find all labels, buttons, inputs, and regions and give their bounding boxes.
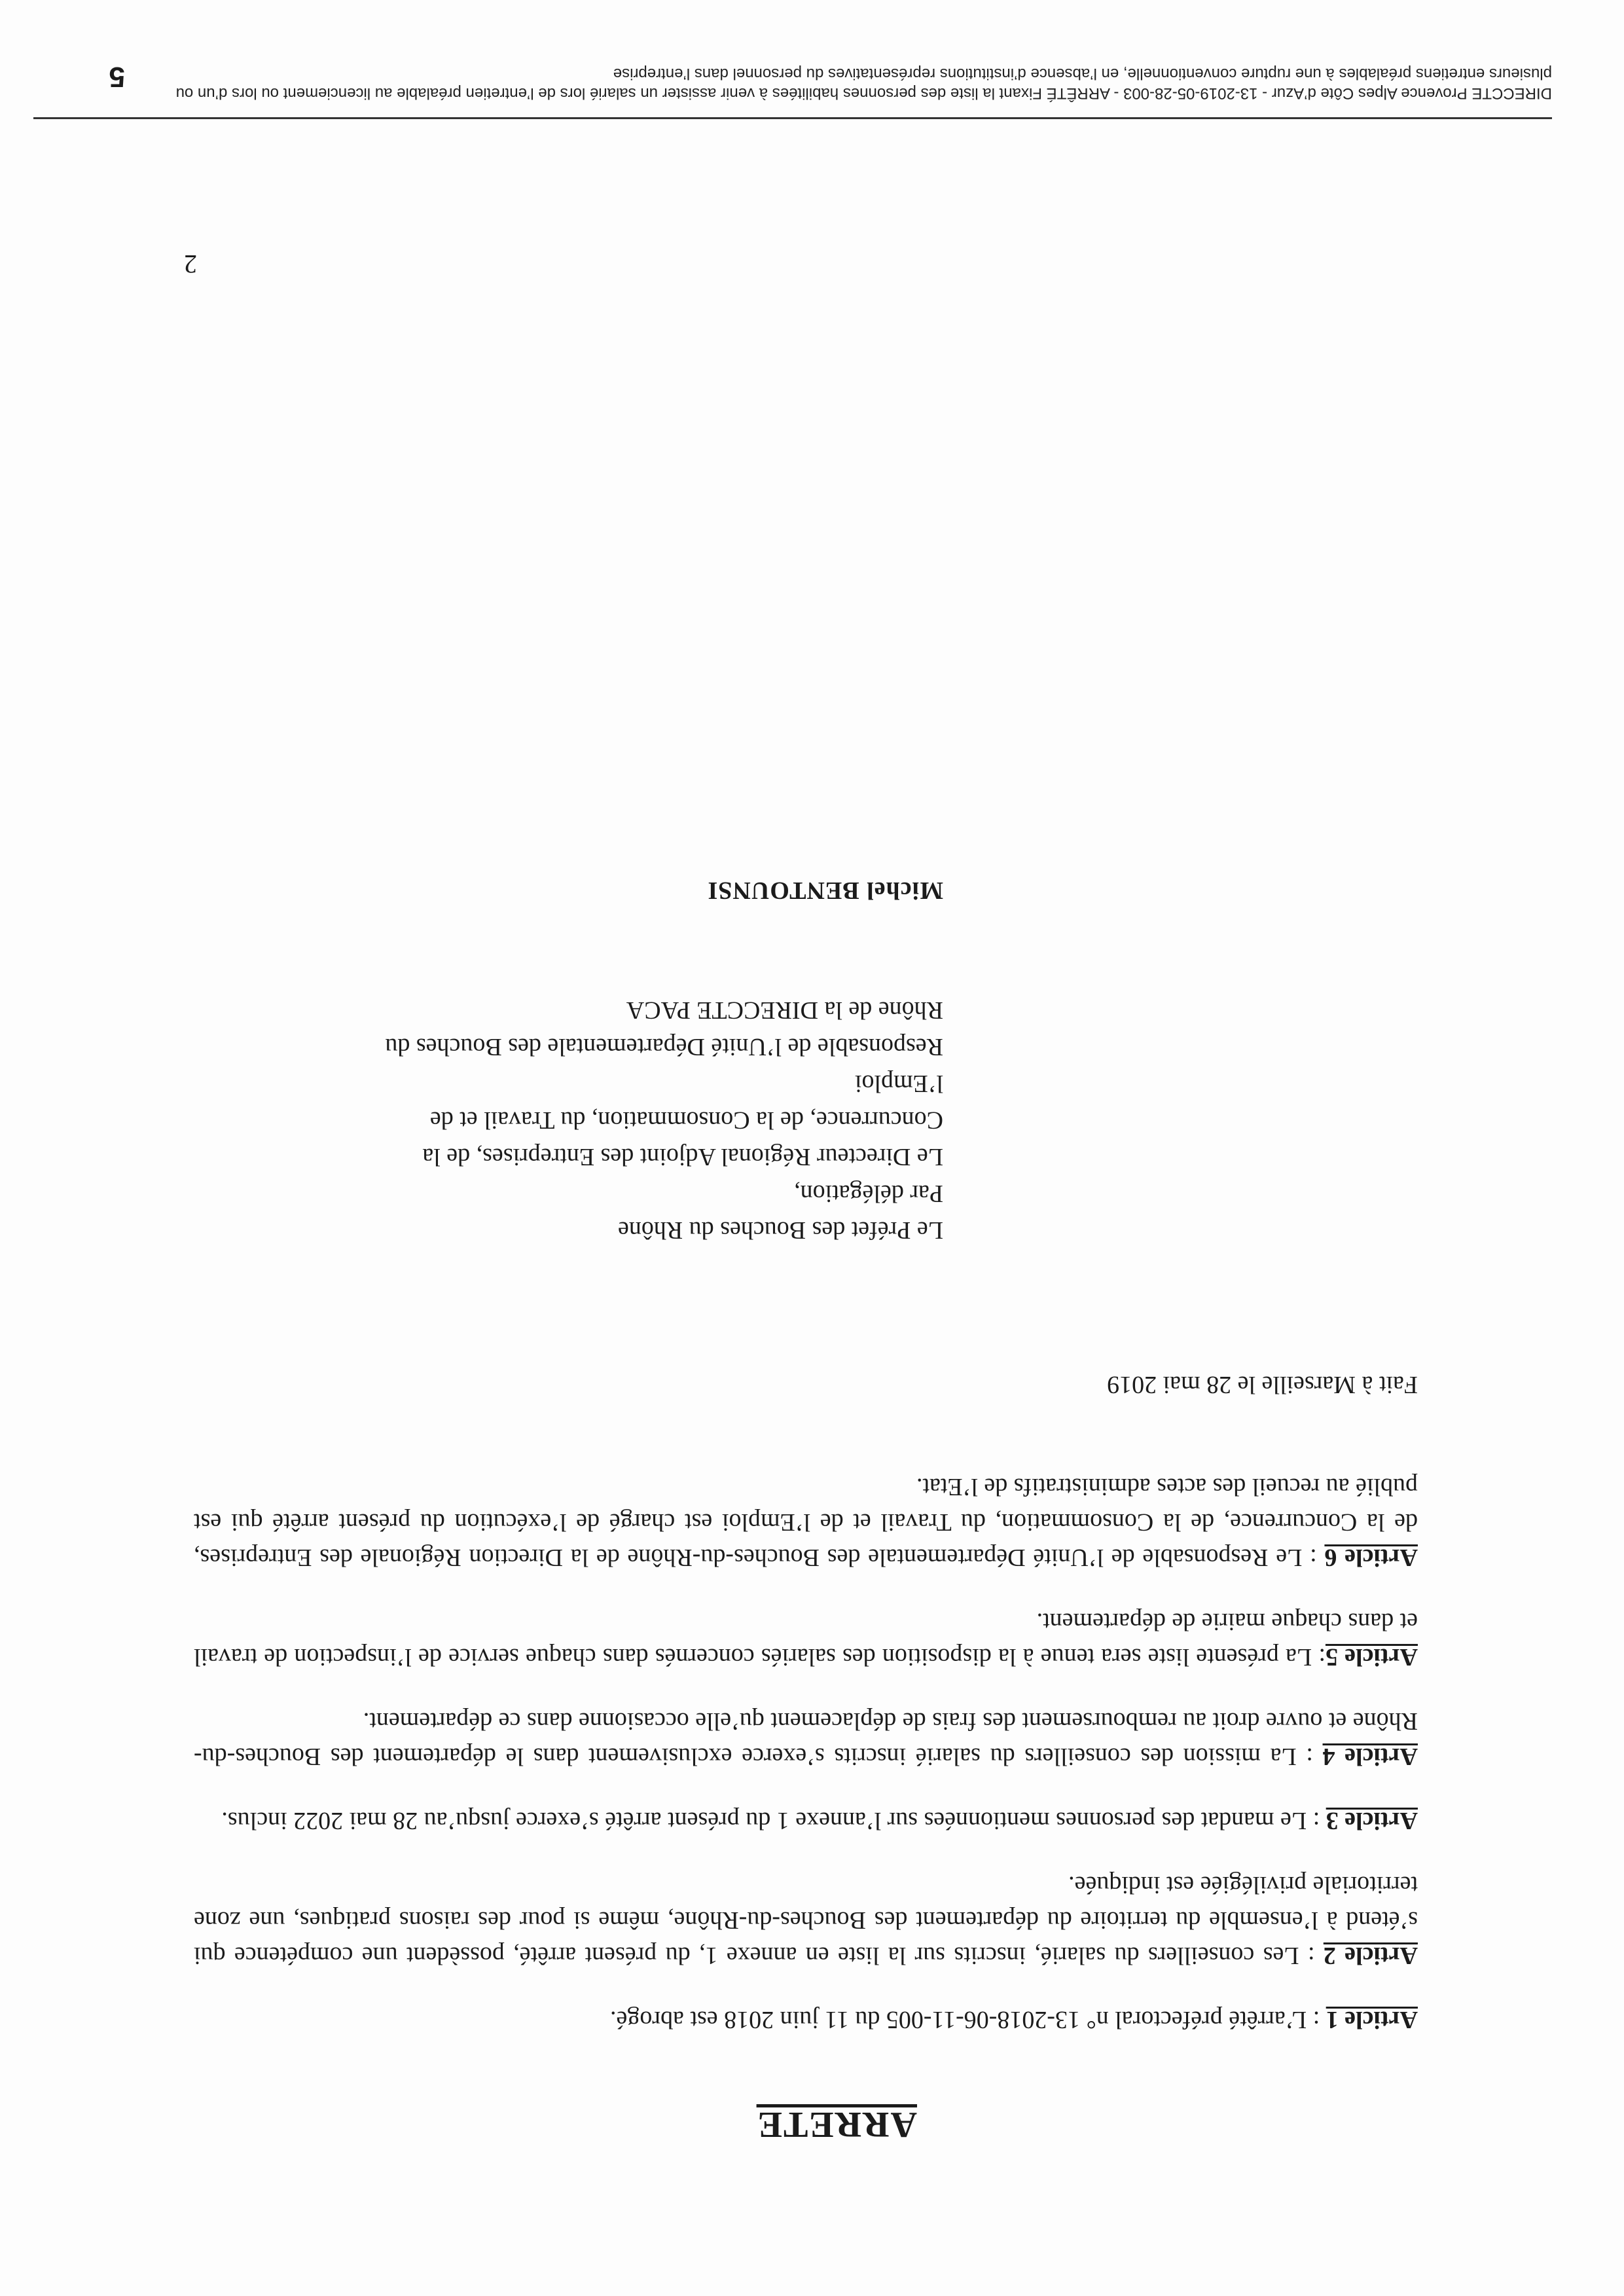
signature-line: Le Directeur Régional Adjoint des Entreprises, de la bbox=[422, 1143, 943, 1171]
signature-line: l’Emploi bbox=[854, 1070, 943, 1097]
signature-line: Responsable de l’Unité Départementale des Bouches du bbox=[385, 1033, 943, 1061]
article-heading: Article 1 bbox=[1326, 2006, 1418, 2033]
article-3 bbox=[194, 1803, 1418, 1838]
article-heading: Article 4 bbox=[1322, 1743, 1418, 1770]
place-date: Fait à Marseille le 28 mai 2019 bbox=[1107, 1371, 1418, 1398]
signature-line: Par délégation, bbox=[794, 1180, 943, 1207]
article-text: : La mission des conseillers du salarié inscrits s’exerce exclusivement dans le département des Bouches-du-Rhône et ouvre droit au remboursement des frais de déplacement qu’elle occasionne dans ce département. bbox=[194, 1707, 1418, 1770]
signature-line: Rhône de la DIRECCTE PACA bbox=[626, 996, 943, 1024]
article-4 bbox=[194, 1704, 1418, 1774]
article-heading: Article 2 bbox=[1323, 1942, 1418, 1969]
articles-body bbox=[194, 1440, 1418, 2037]
signatory-name: Michel BENTOUNSI bbox=[707, 877, 943, 904]
footer-text: DIRECCTE Provence Alpes Côte d’Azur - 13-2019-05-28-003 - ARRÊTÉ Fixant la liste des personnes habilitées à venir assister un salarié lors de l’entretien préalable au licenciement ou lors d’un ou plusieurs entretiens préalables à une rupture conventionnelle, en l’absence d’institutions représentatives du personnel dans l’entreprise bbox=[175, 65, 1552, 102]
article-text: : Les conseillers du salarié, inscrits sur la liste en annexe 1, du présent arrêté, possèdent une compétence qui s’étend à l’ensemble du territoire du département des Bouches-du-Rhône, même si pour des raisons pratiques, une zone territoriale privilégiée est indiquée. bbox=[193, 1871, 1418, 1969]
article-text: : La présente liste sera tenue à la disposition des salariés concernés dans chaque service de l’inspection de travail et dans chaque mairie de département. bbox=[193, 1608, 1418, 1671]
article-text: : Le Responsable de l’Unité Départementale des Bouches-du-Rhône de la Direction Régionale des Entreprises, de la Concurrence, de la Consommation, du Travail et de l’Emploi est chargé de l’exécution du présent arrêté qui est publié au recueil des actes administratifs de l’Etat. bbox=[194, 1473, 1418, 1571]
article-2 bbox=[194, 1867, 1418, 1973]
signature-block bbox=[282, 992, 943, 1248]
signature-line: Concurrence, de la Consommation, du Travail et de bbox=[429, 1106, 943, 1134]
article-heading: Article 3 bbox=[1326, 1807, 1418, 1834]
footer-divider bbox=[33, 117, 1552, 119]
article-1 bbox=[194, 2002, 1418, 2037]
article-6 bbox=[194, 1469, 1418, 1575]
footer-page-number: 5 bbox=[109, 61, 125, 93]
signature-line: Le Préfet des Bouches du Rhône bbox=[617, 1216, 943, 1244]
article-heading: Article 5 bbox=[1325, 1643, 1418, 1671]
document-title: ARRETE bbox=[756, 2104, 917, 2145]
article-text: : L’arrêté préfectoral n° 13-2018-06-11-005 du 11 juin 2018 est abrogé. bbox=[610, 2006, 1326, 2033]
article-text: : Le mandat des personnes mentionnées sur l’annexe 1 du présent arrêté s’exerce jusqu’au 28 mai 2022 inclus. bbox=[221, 1807, 1326, 1834]
page-number: 2 bbox=[184, 249, 197, 279]
article-5 bbox=[194, 1604, 1418, 1675]
article-heading: Article 6 bbox=[1324, 1544, 1418, 1571]
